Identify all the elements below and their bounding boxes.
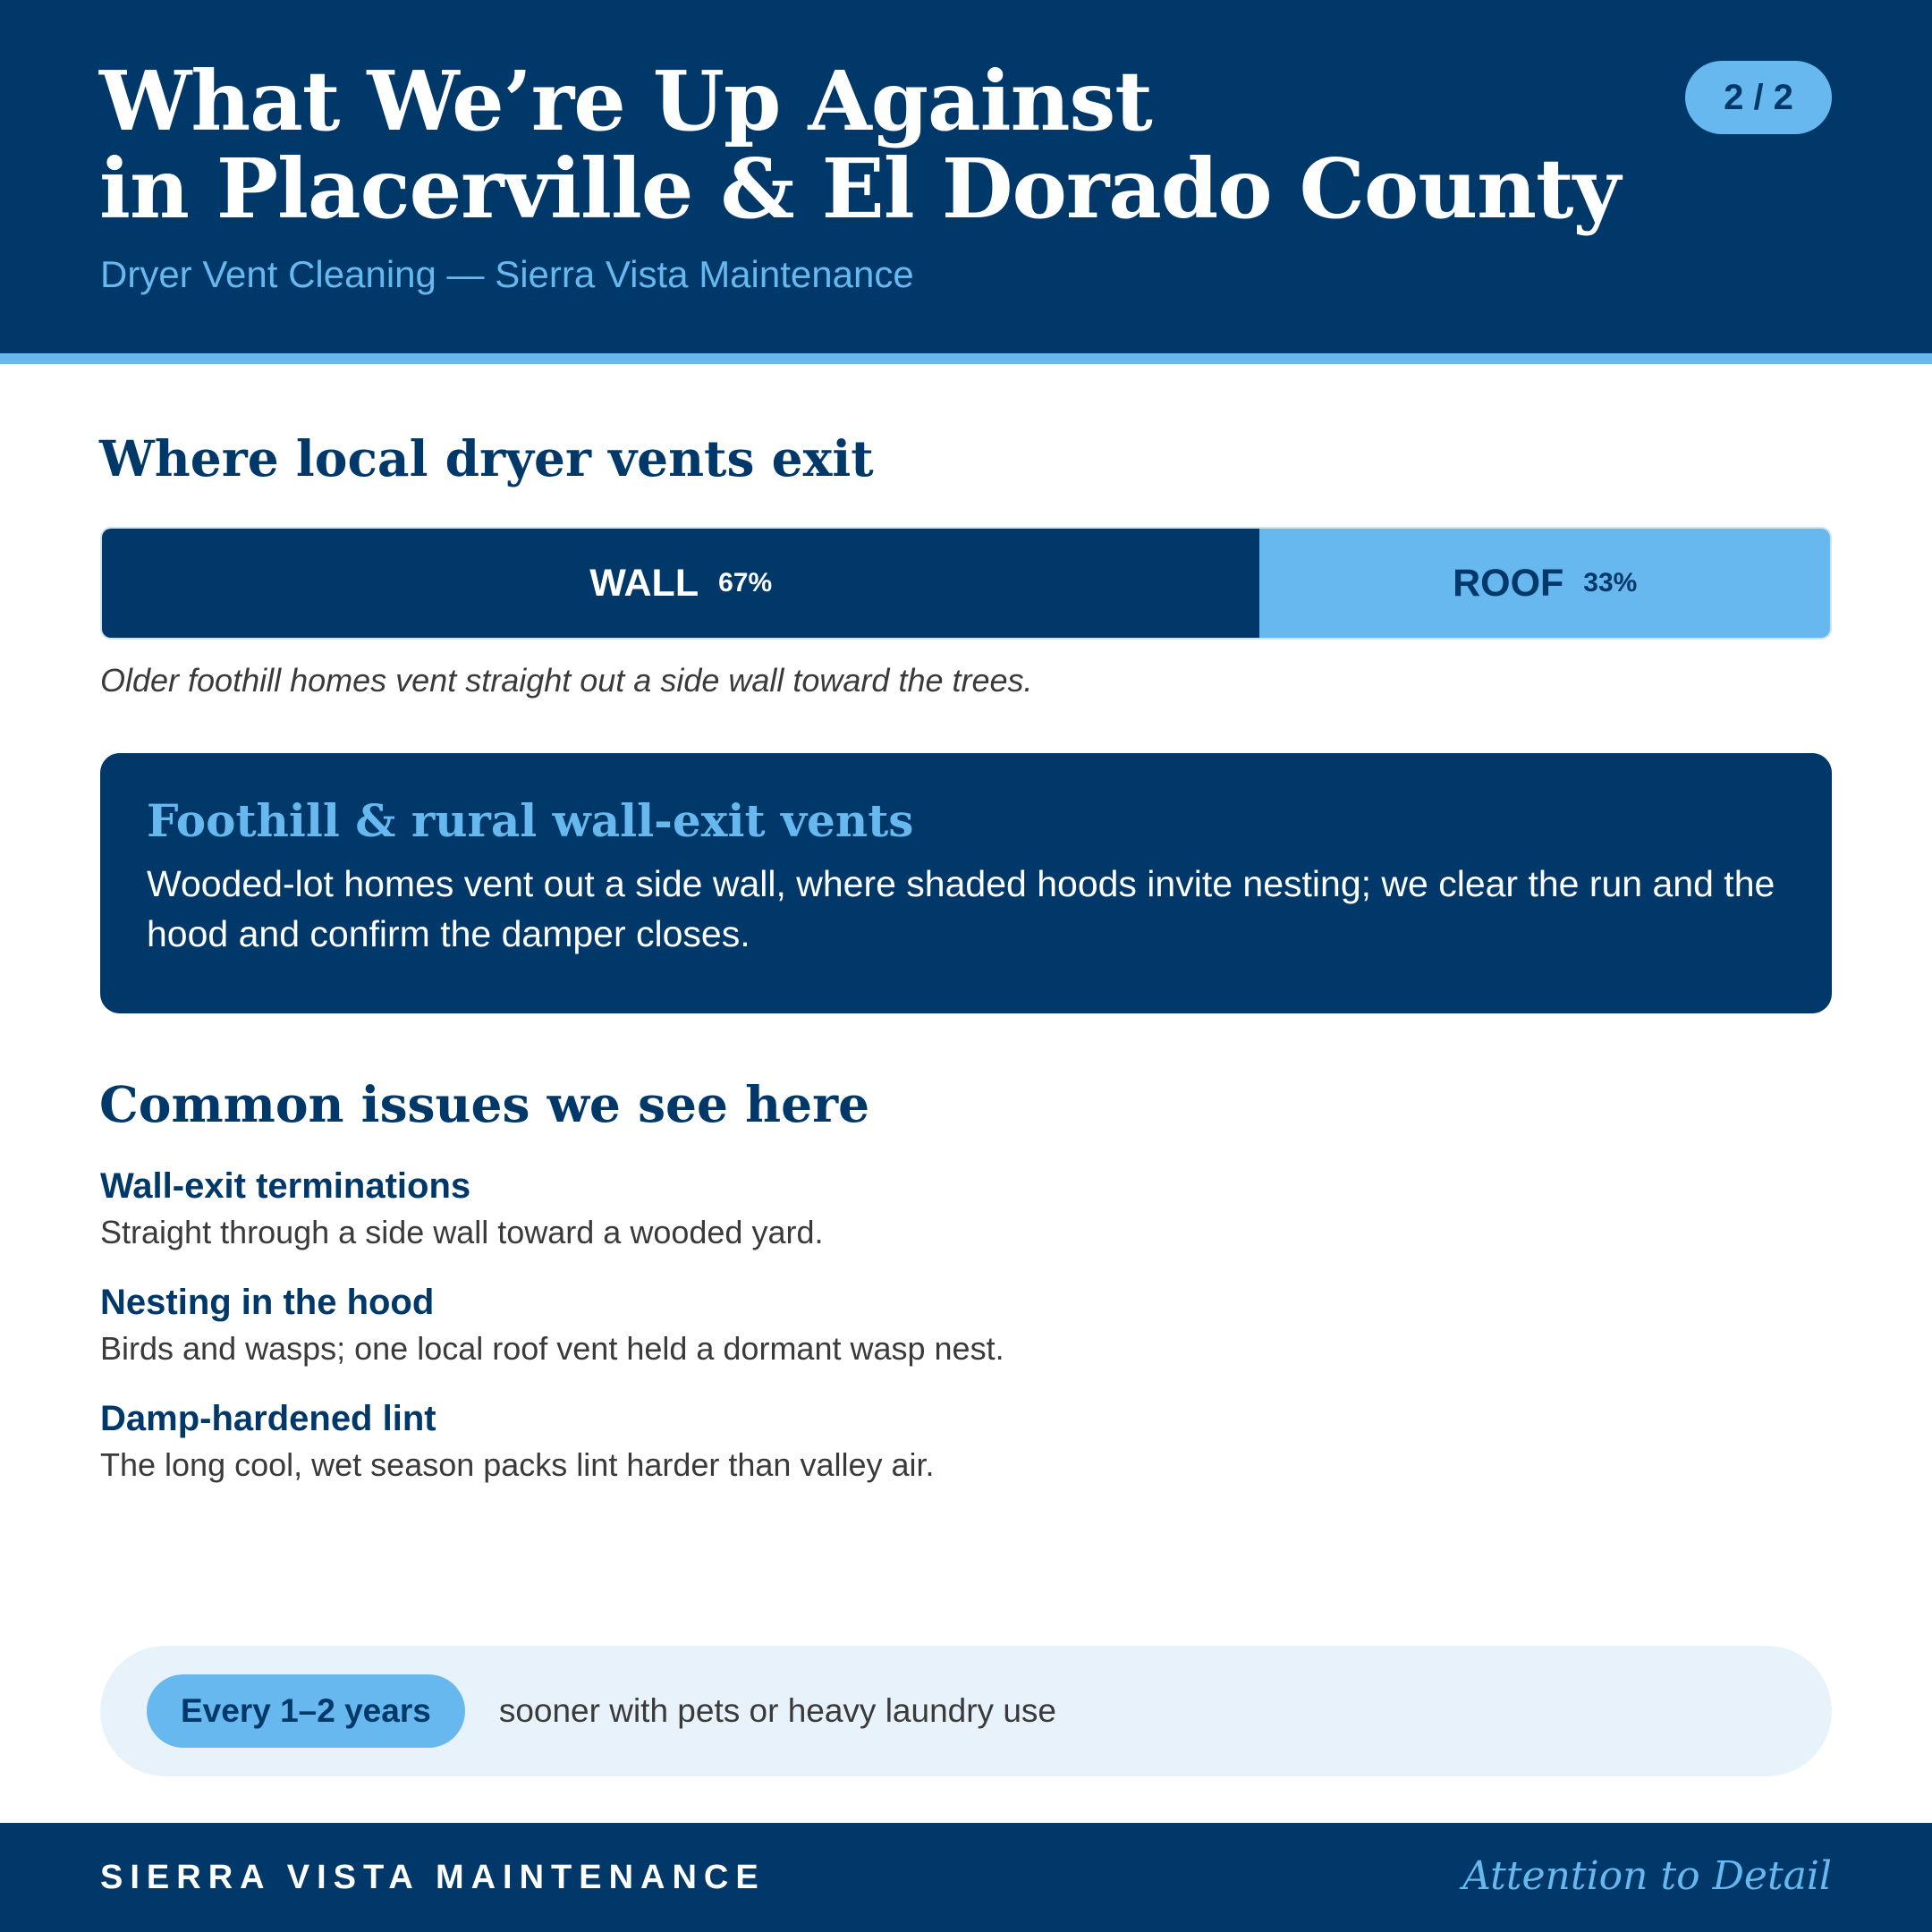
list-item <box>100 1395 1800 1488</box>
callout-title: Foothill & rural wall-exit vents <box>147 794 914 847</box>
issues-list <box>100 1163 1800 1512</box>
footer-bar <box>0 1823 1932 1932</box>
list-item <box>100 1163 1800 1256</box>
page-indicator-badge: 2 / 2 <box>1685 61 1832 134</box>
wall-segment <box>102 529 1259 638</box>
issues-heading: Common issues we see here <box>99 1075 870 1133</box>
frequency-band <box>100 1646 1832 1776</box>
list-item <box>100 1279 1800 1372</box>
frequency-pill: Every 1–2 years <box>147 1674 465 1748</box>
issue-description: Birds and wasps; one local roof vent held a dormant wasp nest. <box>100 1330 1004 1367</box>
footer-brand: SIERRA VISTA MAINTENANCE <box>100 1859 766 1896</box>
roof-segment-label: ROOF <box>1453 561 1564 605</box>
wall-segment-label: WALL <box>589 561 699 605</box>
vent-exit-heading: Where local dryer vents exit <box>99 429 874 487</box>
header-accent-stripe <box>0 353 1932 364</box>
callout-body: Wooded-lot homes vent out a side wall, where shaded hoods invite nesting; we clear the run and the hood and confirm the damper closes. <box>147 863 1775 954</box>
issue-description: The long cool, wet season packs lint harder than valley air. <box>100 1446 935 1483</box>
vent-exit-caption: Older foothill homes vent straight out a side wall toward the trees. <box>100 662 1033 699</box>
wall-exit-callout <box>100 753 1832 1013</box>
issue-title: Damp-hardened lint <box>100 1399 436 1438</box>
footer-tagline: Attention to Detail <box>1462 1853 1832 1899</box>
wall-segment-percent: 67% <box>718 568 773 597</box>
roof-segment <box>1259 529 1830 638</box>
header-banner <box>0 0 1932 353</box>
title-line-2: in Placerville & El Dorado County <box>99 140 1620 237</box>
page-title <box>99 53 1754 237</box>
issue-description: Straight through a side wall toward a wooded yard. <box>100 1214 824 1250</box>
issue-title: Nesting in the hood <box>100 1283 435 1322</box>
frequency-note: sooner with pets or heavy laundry use <box>498 1692 1056 1729</box>
page-subtitle: Dryer Vent Cleaning — Sierra Vista Maintenance <box>100 253 914 295</box>
roof-segment-percent: 33% <box>1583 568 1638 597</box>
vent-exit-stacked-bar <box>100 527 1832 640</box>
issue-title: Wall-exit terminations <box>100 1166 471 1206</box>
title-line-1: What We’re Up Against <box>99 53 1152 149</box>
